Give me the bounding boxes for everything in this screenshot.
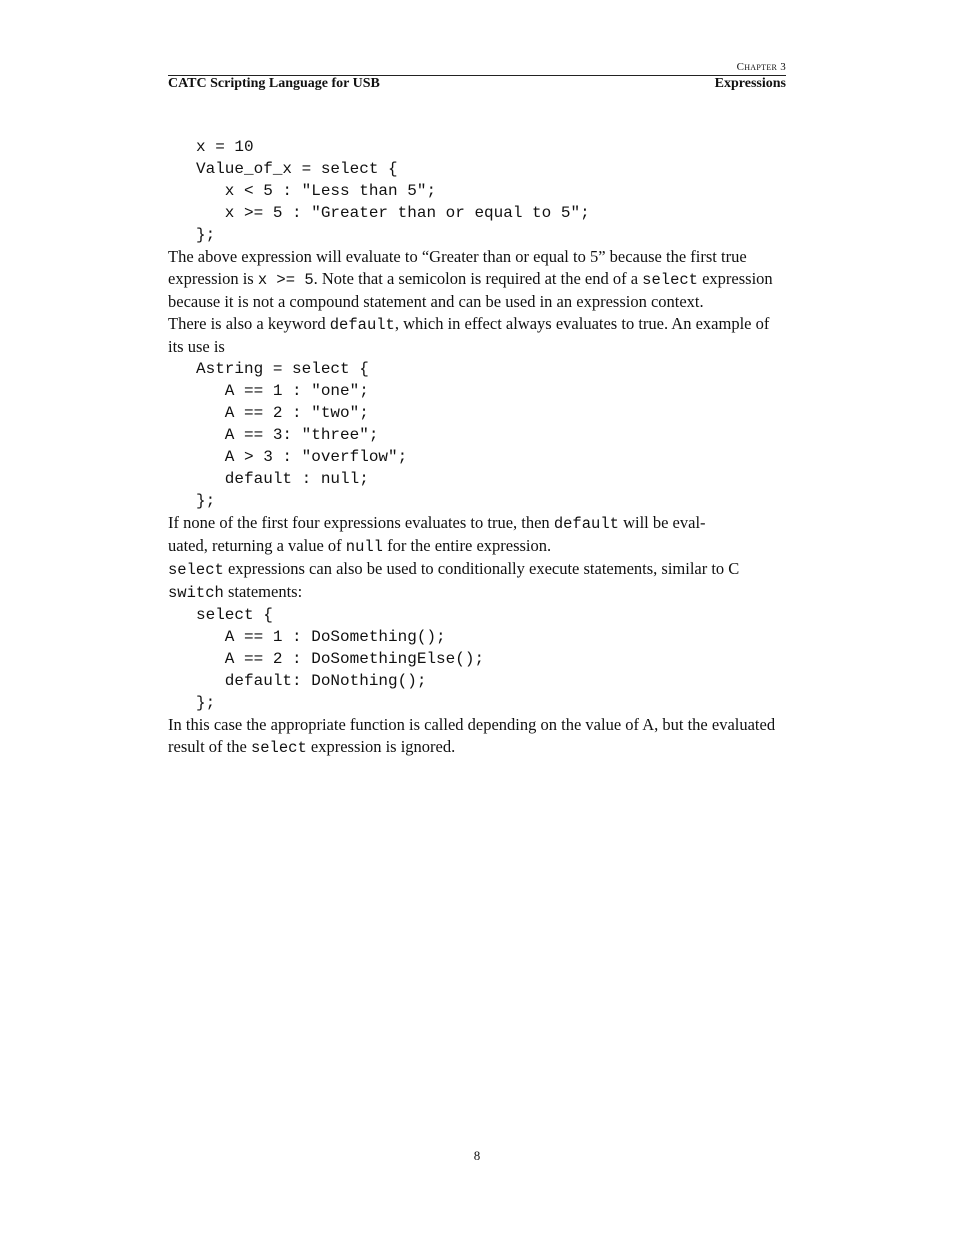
paragraph-select-evaluation xyxy=(168,246,786,313)
code-block-select-statements: select { A == 1 : DoSomething(); A == 2 : DoSomethingElse(); default: DoNothing(); }; xyxy=(196,606,485,712)
para5-code-select: select xyxy=(250,739,307,757)
paragraph-function-call xyxy=(168,714,786,759)
section-title: Expressions xyxy=(714,76,786,91)
para3-code-default: default xyxy=(553,515,619,533)
para2-code-default: default xyxy=(329,316,395,334)
page-body xyxy=(168,136,786,759)
para1-code-expression: x >= 5 xyxy=(257,271,314,289)
para5-text-2: expression is ignored. xyxy=(306,737,456,756)
page-header xyxy=(168,60,786,92)
code-block-select-x: x = 10 Value_of_x = select { x < 5 : "Less than 5"; x >= 5 : "Greater than or equal to 5"; }; xyxy=(196,138,590,244)
para3-text-1: If none of the first four expressions evaluates to true, then xyxy=(168,513,554,532)
para3-text-4: for the entire expression. xyxy=(382,536,552,555)
para2-text-2: , which in effect always evaluates to true. An example of its use is xyxy=(168,314,770,356)
para1-text-2: . Note that a semicolon is required at the end of a xyxy=(313,269,643,288)
paragraph-default-evaluation xyxy=(168,512,786,558)
header-row xyxy=(168,76,786,92)
para4-text-2: statements: xyxy=(223,582,303,601)
page-number: 8 xyxy=(473,1148,481,1163)
para3-text-3: uated, returning a value of xyxy=(168,536,346,555)
para4-code-switch: switch xyxy=(168,584,224,602)
para1-text-1: The above expression will evaluate to “Greater than or equal to 5” because the first true expression is xyxy=(168,247,747,288)
code-block-astring: Astring = select { A == 1 : "one"; A == 2 : "two"; A == 3: "three"; A > 3 : "overflow"; default : null; }; xyxy=(196,360,408,510)
para4-text-1: expressions can also be used to conditionally execute statements, similar to C xyxy=(223,559,740,578)
para1-code-select: select xyxy=(642,271,698,289)
para1-text-3: expression because it is not a compound statement and can be used in an expression context. xyxy=(168,269,773,311)
chapter-label: Chapter 3 xyxy=(736,61,786,73)
paragraph-default-keyword xyxy=(168,313,786,358)
para2-text-1: There is also a keyword xyxy=(168,314,330,333)
para4-code-select: select xyxy=(168,561,224,579)
para3-code-null: null xyxy=(345,538,383,556)
paragraph-select-statements xyxy=(168,558,786,604)
para3-text-2: will be eval- xyxy=(618,513,706,532)
para5-text-1: In this case the appropriate function is called depending on the value of A, but the evaluated result of the xyxy=(168,715,776,756)
document-title: CATC Scripting Language for USB xyxy=(168,76,380,91)
